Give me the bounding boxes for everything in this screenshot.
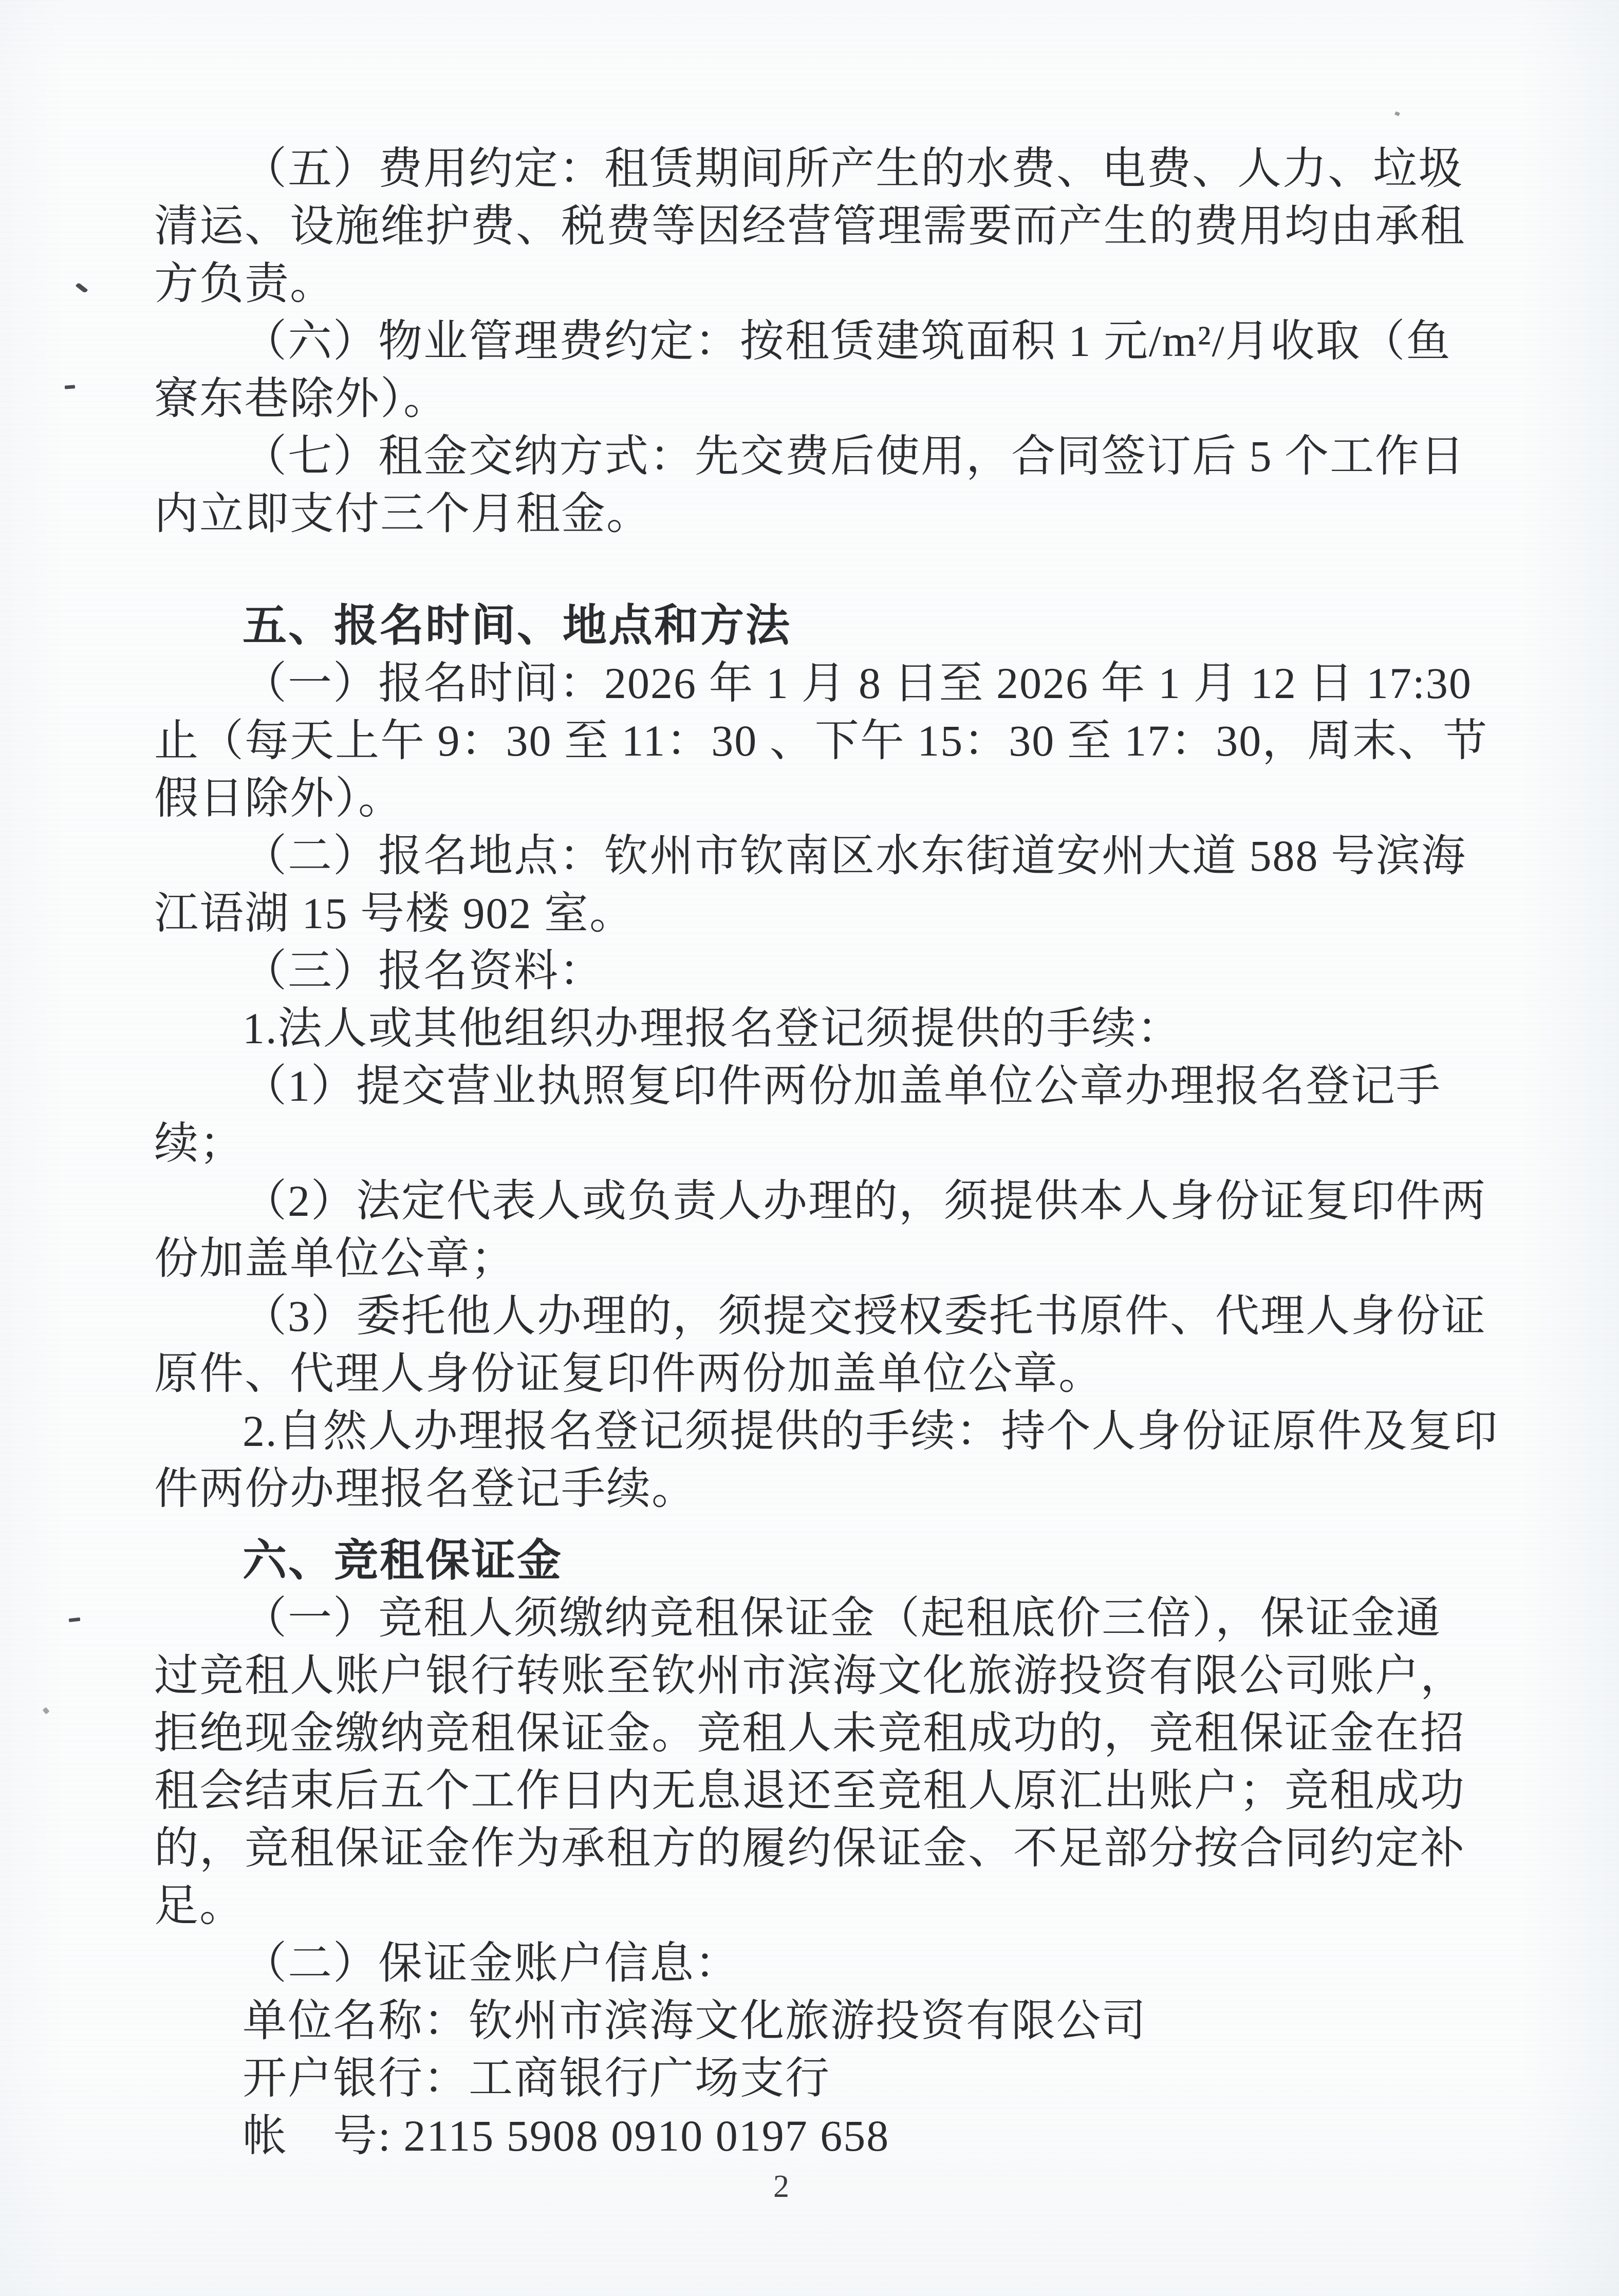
text-line: 寮东巷除外）。: [154, 374, 449, 423]
text-line: 拒绝现金缴纳竞租保证金。竞租人未竞租成功的，竞租保证金在招: [154, 1708, 1465, 1758]
scan-artifact: [69, 1617, 81, 1622]
text-line: （六）物业管理费约定：按租赁建筑面积 1 元/m²/月收取（鱼: [243, 316, 1451, 366]
text-line: （七）租金交纳方式：先交费后使用，合同签订后 5 个工作日: [243, 431, 1465, 481]
scan-artifact: [76, 283, 88, 294]
text-line: 份加盖单位公章；: [154, 1234, 516, 1283]
text-line: （3）委托他人办理的，须提交授权委托书原件、代理人身份证: [243, 1291, 1486, 1341]
text-line: 1.法人或其他组织办理报名登记须提供的手续：: [243, 1004, 1182, 1053]
text-line: 件两份办理报名登记手续。: [154, 1464, 697, 1513]
text-line: 2.自然人办理报名登记须提供的手续：持个人身份证原件及复印: [243, 1406, 1499, 1456]
text-line: 假日除外）。: [154, 774, 403, 823]
text-line: 清运、设施维护费、税费等因经营管理需要而产生的费用均由承租: [154, 201, 1465, 251]
text-line: 租会结束后五个工作日内无息退还至竞租人原汇出账户；竞租成功: [154, 1766, 1465, 1815]
page-number: 2: [773, 2169, 789, 2204]
section-heading: 五、报名时间、地点和方法: [243, 601, 791, 650]
section-heading: 六、竞租保证金: [243, 1536, 563, 1585]
text-line: 开户银行：工商银行广场支行: [243, 2054, 830, 2103]
text-line: 止（每天上午 9：30 至 11：30 、下午 15：30 至 17：30，周末、节: [154, 716, 1488, 765]
text-line: （2）法定代表人或负责人办理的，须提供本人身份证复印件两: [243, 1176, 1486, 1226]
text-line: 帐 号: 2115 5908 0910 0197 658: [243, 2111, 890, 2160]
text-line: 方负责。: [154, 259, 335, 308]
scan-artifact: [43, 1707, 50, 1714]
text-line: 单位名称：钦州市滨海文化旅游投资有限公司: [243, 1996, 1147, 2045]
text-line: 过竞租人账户银行转账至钦州市滨海文化旅游投资有限公司账户，: [154, 1651, 1465, 1700]
text-line: （一）报名时间：2026 年 1 月 8 日至 2026 年 1 月 12 日 17:30: [243, 658, 1472, 708]
text-line: 原件、代理人身份证复印件两份加盖单位公章。: [154, 1349, 1104, 1398]
text-line: （二）报名地点：钦州市钦南区水东街道安州大道 588 号滨海: [243, 831, 1466, 880]
text-line: （一）竞租人须缴纳竞租保证金（起租底价三倍），保证金通: [243, 1593, 1441, 1643]
text-line: （五）费用约定：租赁期间所产生的水费、电费、人力、垃圾: [243, 144, 1463, 193]
text-line: （三）报名资料：: [243, 946, 604, 995]
scan-artifact: [1394, 111, 1400, 117]
text-line: （1）提交营业执照复印件两份加盖单位公章办理报名登记手: [243, 1061, 1441, 1111]
text-line: 续；: [154, 1119, 245, 1168]
document-lines: [154, 140, 1499, 2165]
scan-artifact: [65, 385, 75, 389]
text-line: 的，竞租保证金作为承租方的履约保证金、不足部分按合同约定补: [154, 1823, 1465, 1873]
text-line: 足。: [154, 1881, 245, 1930]
text-line: （二）保证金账户信息：: [243, 1939, 740, 1988]
text-line: 江语湖 15 号楼 902 室。: [154, 889, 635, 938]
text-line: 内立即支付三个月租金。: [154, 489, 652, 538]
